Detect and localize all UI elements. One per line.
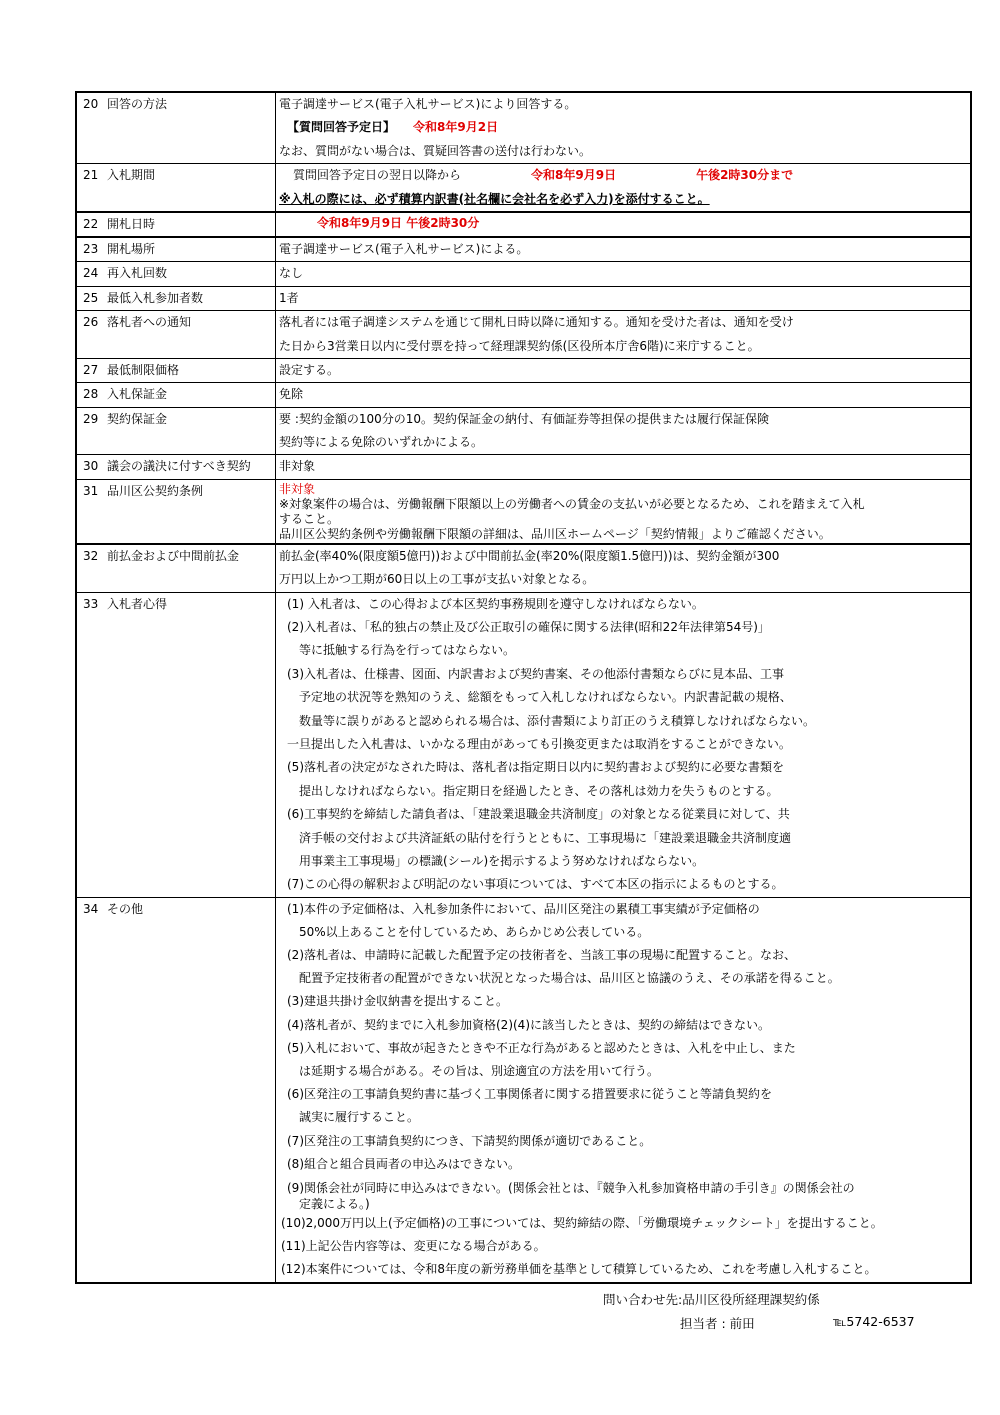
row-34-other [77,897,970,1282]
list-item: (9)関係会社が同時に申込みはできない。(関係会社とは、『競争入札参加資格申請の手引き』の関係会社の [287,1180,855,1195]
person-in-charge: 担当者 : 前田 [680,1316,755,1331]
list-item: (1)本件の予定価格は、入札参加条件において、品川区発注の累積工事実績が予定価格の [287,901,760,916]
list-item: (6)工事契約を締結した請負者は、「建設業退職金共済制度」の対象となる従業員に対して、共 [287,807,790,822]
list-item: (1) 入札者は、この心得および本区契約事務規則を遵守しなければならない。 [287,596,704,611]
list-item: 定義による。) [299,1196,370,1211]
row-content [276,213,970,236]
list-item: 配置予定技術者の配置ができない状況となった場合は、品川区と協議のうえ、その承諾を得ること。 [299,971,840,986]
list-item: 等に抵触する行為を行ってはならない。 [299,643,516,658]
list-item: (2)入札者は、「私的独占の禁止及び公正取引の確保に関する法律(昭和22年法律第54号)」 [287,620,770,635]
row-label: 34 その他 [77,898,276,1282]
row-label: 31 品川区公契約条例 [77,480,276,543]
row-label: 32 前払金および中間前払金 [77,545,276,592]
row-content: 電子調達サービス(電子入札サービス)により回答する。 【質問回答予定日】 令和8年9月2日 なお、質問がない場合は、質疑回答書の送付は行わない。 [279,97,592,158]
row-label: 20 回答の方法 [77,93,276,163]
estimate-notice: ※入札の際には、必ず積算内訳書(社名欄に会社名を必ず入力)を添付すること。 [279,191,710,206]
row-label: 24 再入札回数 [77,262,276,285]
row-content: 質問回答予定日の翌日以降から 令和8年9月9日 午後2時30分まで ※入札の際には、必ず積算内訳書(社名欄に会社名を必ず入力)を添付すること。 [276,164,970,211]
list-item: 50%以上あることを付しているため、あらかじめ公表している。 [299,924,650,939]
row-content: 1者 [279,290,299,305]
row-20-answer-method [77,93,970,163]
row-33-bidder-guidelines [77,592,970,897]
row-27-min-price [77,358,970,382]
list-item: 誠実に履行すること。 [299,1110,420,1125]
row-29-contract-bond [77,407,970,455]
list-item: (5)入札において、事故が起きたときや不正な行為があると認めたときは、入札を中止し、また [287,1040,796,1055]
list-item: 数量等に誤りがあると認められる場合は、添付書類により訂正のうえ積算しなければならない。 [299,713,816,728]
row-26-winner-notice [77,310,970,358]
row-content: 前払金(率40%(限度額5億円))および中間前払金(率20%(限度額1.5億円))は、契約金額が300 万円以上かつ工期が60日以上の工事が支払い対象となる。 [279,548,780,587]
inquiry-contact: 問い合わせ先:品川区役所経理課契約係 [603,1292,820,1307]
row-label: 33 入札者心得 [77,593,276,897]
row-label: 23 開札場所 [77,238,276,261]
row-21-bid-period [77,163,970,211]
opening-datetime: 令和8年9月9日 午後2時30分 [317,215,480,230]
list-item: (7)区発注の工事請負契約につき、下請契約関係が適切であること。 [287,1133,652,1148]
list-item: は延期する場合がある。その旨は、別途適宜の方法を用いて行う。 [299,1064,660,1079]
row-22-opening-datetime [77,211,970,236]
row-content: 設定する。 [279,362,340,377]
row-content: 要 :契約金額の100分の10。契約保証金の納付、有価証券等担保の提供または履行保証保険 契約等による免除のいずれかによる。 [279,411,770,450]
list-item: (3)建退共掛け金収納書を提出すること。 [287,994,508,1009]
bid-end-date: 令和8年9月9日 [531,168,617,183]
row-25-min-bidders [77,286,970,310]
row-content: なし [279,266,304,281]
row-label: 26 落札者への通知 [77,311,276,358]
list-item: (5)落札者の決定がなされた時は、落札者は指定期日以内に契約書および契約に必要な書類を [287,760,785,775]
row-content [276,898,970,1282]
bid-end-time: 午後2時30分まで [696,168,794,183]
row-label: 30 議会の議決に付すべき契約 [77,455,276,478]
row-label: 21 入札期間 [77,164,276,211]
list-item: (10)2,000万円以上(予定価格)の工事については、契約締結の際、「労働環境チェックシート」を提出すること。 [281,1215,883,1230]
list-item: (8)組合と組合員両者の申込みはできない。 [287,1156,520,1171]
row-31-public-contract-ordinance [77,479,970,543]
list-item: (3)入札者は、仕様書、図面、内訳書および契約書案、その他添付書類ならびに見本品、工事 [287,666,785,681]
answer-date: 令和8年9月2日 [413,120,499,135]
row-23-opening-place [77,236,970,261]
list-item: (7)この心得の解釈および明記のない事項については、すべて本区の指示によるものとする。 [287,877,784,892]
row-label: 29 契約保証金 [77,408,276,455]
row-label: 22 開札日時 [77,213,276,236]
list-item: (6)区発注の工事請負契約書に基づく工事関係者に関する措置要求に従うこと等請負契約を [287,1087,773,1102]
row-28-bid-bond [77,382,970,406]
phone-number: ℡5742-6537 [833,1314,915,1329]
list-item: (4)落札者が、契約までに入札参加資格(2)(4)に該当したときは、契約の締結はできない。 [287,1017,770,1032]
row-32-advance-payment [77,543,970,592]
row-content: 電子調達サービス(電子入札サービス)による。 [279,241,529,256]
row-content: 免除 [279,387,304,402]
row-label: 27 最低制限価格 [77,359,276,382]
answer-date-heading: 【質問回答予定日】 [287,120,396,135]
list-item: 予定地の状況等を熟知のうえ、総額をもって入札しなければならない。内訳書記載の規格、 [299,690,792,705]
list-item: 提出しなければならない。指定期日を経過したとき、その落札は効力を失うものとする。 [299,783,779,798]
row-label: 25 最低入札参加者数 [77,287,276,310]
list-item: 用事業主工事現場」の標識(シール)を掲示するよう努めなければならない。 [299,853,705,868]
row-content: 非対象 ※対象案件の場合は、労働報酬下限額以上の労働者への賃金の支払いが必要となるため、これを踏まえて入札 すること。 品川区公契約条例や労働報酬下限額の詳細は、品川区ホームページ「契約情報」よりご確認ください。 [276,480,970,543]
row-content: 非対象 [279,459,316,474]
ordinance-status: 非対象 [279,481,316,496]
row-label: 28 入札保証金 [77,383,276,406]
conditions-table [75,91,972,1284]
row-content [276,593,970,897]
list-item: (2)落札者は、申請時に記載した配置予定の技術者を、当該工事の現場に配置すること。なお、 [287,948,797,963]
list-item: 済手帳の交付および共済証紙の貼付を行うとともに、工事現場に「建設業退職金共済制度適 [299,830,792,845]
list-item: (12)本案件については、令和8年度の新労務単価を基準として積算しているため、これを考慮し入札すること。 [281,1262,877,1277]
row-content: 落札者には電子調達システムを通じて開札日時以降に通知する。通知を受けた者は、通知を受け た日から3営業日以内に受付票を持って経理課契約係(区役所本庁舎6階)に来庁すること。 [279,315,794,353]
row-24-rebid-count [77,261,970,285]
list-item: 一旦提出した入札書は、いかなる理由があっても引換変更または取消をすることができない。 [287,736,791,751]
row-30-council-resolution [77,454,970,478]
list-item: (11)上記公告内容等は、変更になる場合がある。 [281,1239,546,1254]
